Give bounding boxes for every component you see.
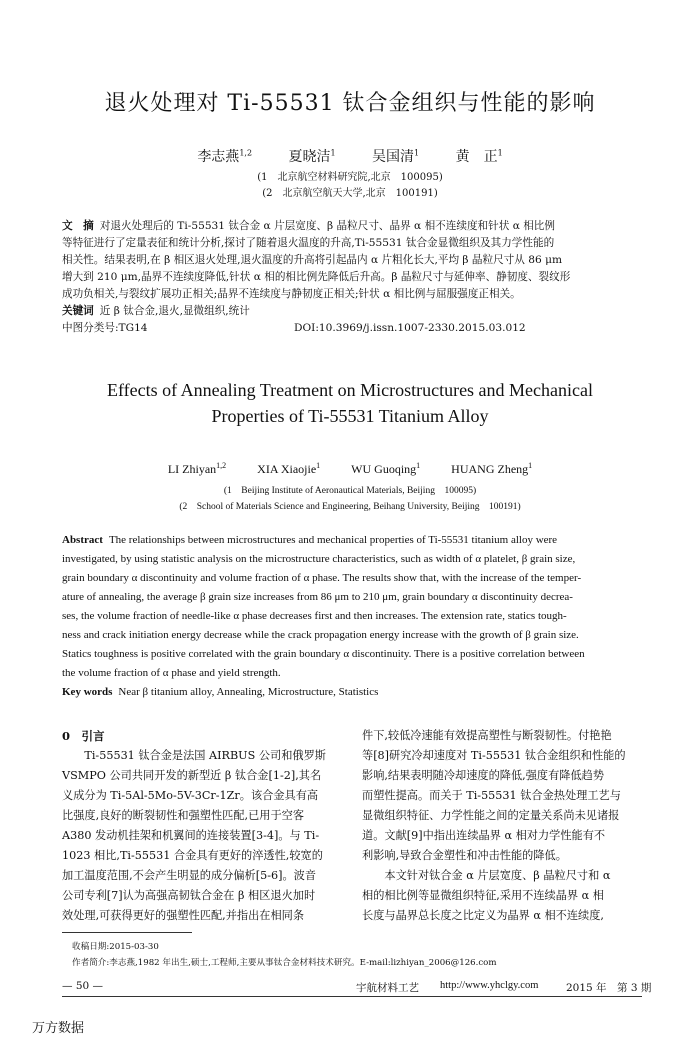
body-line: 相的相比例等显微组织特征,采用不连续晶界 α 相 bbox=[362, 889, 604, 902]
body-line: Ti-55531 钛合金是法国 AIRBUS 公司和俄罗斯 bbox=[84, 749, 326, 762]
en-title-line-2: Properties of Ti-55531 Titanium Alloy bbox=[211, 406, 489, 426]
body-line: 件下,较低冷速能有效提高塑性与断裂韧性。付艳艳 bbox=[362, 729, 612, 742]
en-keywords-text: Near β titanium alloy, Annealing, Microstructure, Statistics bbox=[118, 686, 379, 698]
body-line: 显微组织特征、力学性能之间的定量关系尚未见诸报 bbox=[362, 809, 620, 822]
body-line: 长度与晶界总长度之比定义为晶界 α 相不连续度, bbox=[362, 909, 604, 922]
watermark-text: 万方数据 bbox=[32, 1021, 85, 1036]
cn-abstract-line: 相关性。结果表明,在 β 相区退火处理,退火温度的升高将引起晶内 α 片粗化长大,平均 β 晶粒尺寸从 86 μm bbox=[62, 254, 563, 266]
en-author-1: LI Zhiyan$^{1,2}$ bbox=[167, 461, 227, 476]
footnote-author: 作者简介:李志燕,1982 年出生,硕士,工程师,主要从事钛合金材料技术研究。E-mail:lizhiyan_2006@126.com bbox=[72, 958, 497, 968]
english-abstract bbox=[62, 531, 640, 702]
cn-abstract-line: 增大到 210 μm,晶界不连续度降低,针状 α 相的相比例先降低后升高。β 晶粒尺寸与延伸率、静韧度、裂纹形 bbox=[62, 271, 571, 283]
chinese-authors bbox=[0, 146, 700, 166]
body-line: 效处理,可获得更好的强塑性匹配,并指出在相同条 bbox=[62, 909, 305, 922]
cn-keywords-label: 关键词 bbox=[62, 305, 94, 317]
cn-keywords-text: 近 β 钛合金,退火,显微组织,统计 bbox=[99, 305, 250, 317]
cn-classification-row bbox=[62, 320, 640, 337]
en-abstract-line: investigated, by using statistic analysis on the microstructure characteristics, such as width of α platelet, β grain size, bbox=[62, 553, 576, 565]
en-author-3: WU Guoqing$^1$ bbox=[351, 461, 421, 476]
english-authors bbox=[0, 461, 700, 477]
cn-abstract-line: 成功负相关,与裂纹扩展功正相关;晶界不连续度与静韧度正相关;针状 α 相比例与屈服强度正相关。 bbox=[62, 288, 521, 300]
en-abstract-line: ses, the volume fraction of needle-like α phase decreases first and then increases. The extension rate, statics tough- bbox=[62, 610, 567, 622]
journal-name: 宇航材料工艺 bbox=[356, 982, 419, 994]
en-abstract-line: the volume fraction of α phase and yield strength. bbox=[62, 667, 281, 679]
body-line: VSMPO 公司共同开发的新型近 β 钛合金[1-2],其名 bbox=[62, 769, 322, 782]
en-abstract-line: grain boundary α discontinuity and volume fraction of α phase. The results show that, with the increase of the temper- bbox=[62, 572, 582, 584]
body-line: 影响,结果表明随冷却速度的降低,强度有降低趋势 bbox=[362, 769, 605, 782]
en-abstract-line: ness and crack initiation energy decrease while the crack propagation energy increase with the growth of β grain size. bbox=[62, 629, 579, 641]
doi: DOI:10.3969/j.issn.1007-2330.2015.03.012 bbox=[294, 322, 526, 334]
body-line: 而塑性提高。而关于 Ti-55531 钛合金热处理工艺与 bbox=[362, 789, 621, 802]
cn-author-1: 李志燕$^{1,2}$ bbox=[197, 148, 253, 165]
en-author-4: HUANG Zheng$^1$ bbox=[451, 461, 533, 476]
en-affiliation-1: (1 Beijing Institute of Aeronautical Materials, Beijing 100095) bbox=[223, 486, 477, 496]
body-line: 利影响,导致合金塑性和冲击性能的降低。 bbox=[362, 849, 567, 862]
body-line: 比强度,良好的断裂韧性和强塑性匹配,已用于空客 bbox=[62, 809, 305, 822]
journal-issue: 2015 年 第 3 期 bbox=[566, 982, 652, 994]
en-title-line-1: Effects of Annealing Treatment on Microstructures and Mechanical bbox=[106, 380, 594, 400]
cn-affiliation-2: (2 北京航空航天大学,北京 100191) bbox=[262, 188, 438, 199]
body-line: 公司专利[7]认为高强高韧钛合金在 β 相区退火加时 bbox=[62, 889, 316, 902]
cn-abstract-label: 文 摘 bbox=[62, 220, 94, 232]
cn-affiliation-1: (1 北京航空材料研究院,北京 100095) bbox=[257, 172, 443, 183]
footnote-received: 收稿日期:2015-03-30 bbox=[72, 942, 159, 952]
body-right-column bbox=[362, 726, 644, 926]
cn-author-4: 黄 正$^1$ bbox=[455, 148, 503, 165]
en-abstract-line: The relationships between microstructures and mechanical properties of Ti-55531 titanium alloy were bbox=[108, 534, 558, 546]
en-author-2: XIA Xiaojie$^1$ bbox=[257, 461, 321, 476]
cn-keywords bbox=[62, 303, 640, 320]
body-line: 加工温度范围,不会产生明显的成分偏析[5-6]。波音 bbox=[62, 869, 317, 882]
clc-number: 中图分类号:TG14 bbox=[62, 322, 148, 334]
bottom-rule bbox=[62, 996, 642, 997]
body-line: 1023 相比,Ti-55531 合金具有更好的淬透性,较宽的 bbox=[62, 849, 323, 862]
chinese-title: 退火处理对 Ti-55531 钛合金组织与性能的影响 bbox=[104, 91, 596, 116]
footnote-rule bbox=[62, 932, 192, 933]
body-line: 本文针对钛合金 α 片层宽度、β 晶粒尺寸和 α bbox=[384, 869, 611, 882]
body-line: 等[8]研究冷却速度对 Ti-55531 钛合金组织和性能的 bbox=[362, 749, 626, 762]
english-title bbox=[0, 377, 700, 429]
body-line: 义成分为 Ti-5Al-5Mo-5V-3Cr-1Zr。该合金具有高 bbox=[62, 789, 319, 802]
body-line: 道。文献[9]中指出连续晶界 α 相对力学性能有不 bbox=[362, 829, 606, 842]
cn-abstract-line: 等特征进行了定量表征和统计分析,探讨了随着退火温度的升高,Ti-55531 钛合金显微组织及其力学性能的 bbox=[62, 237, 555, 249]
en-affiliation-2: (2 School of Materials Science and Engineering, Beihang University, Beijing 100191) bbox=[179, 502, 521, 512]
page-number: — 50 — bbox=[62, 980, 104, 992]
en-abstract-label: Abstract bbox=[62, 534, 103, 546]
cn-author-2: 夏晓洁$^1$ bbox=[288, 148, 336, 165]
chinese-abstract bbox=[62, 218, 640, 337]
en-keywords bbox=[62, 683, 640, 702]
journal-url[interactable]: http://www.yhclgy.com bbox=[440, 980, 539, 991]
body-left-column bbox=[62, 726, 344, 926]
body-line: A380 发动机挂架和机翼间的连接装置[3-4]。与 Ti- bbox=[62, 829, 320, 842]
section-heading-introduction: 0 引言 bbox=[62, 729, 105, 743]
en-abstract-line: ature of annealing, the average β grain size increases from 86 μm to 210 μm, grain boundary α discontinuity decrea- bbox=[62, 591, 573, 603]
en-keywords-label: Key words bbox=[62, 686, 113, 698]
cn-abstract-line: 对退火处理后的 Ti-55531 钛合金 α 片层宽度、β 晶粒尺寸、晶界 α 相不连续度和针状 α 相比例 bbox=[99, 220, 555, 232]
en-abstract-line: Statics toughness is positive correlated with the grain boundary α discontinuity. There is a positive correlation between bbox=[62, 648, 585, 660]
cn-author-3: 吴国清$^1$ bbox=[372, 148, 420, 165]
